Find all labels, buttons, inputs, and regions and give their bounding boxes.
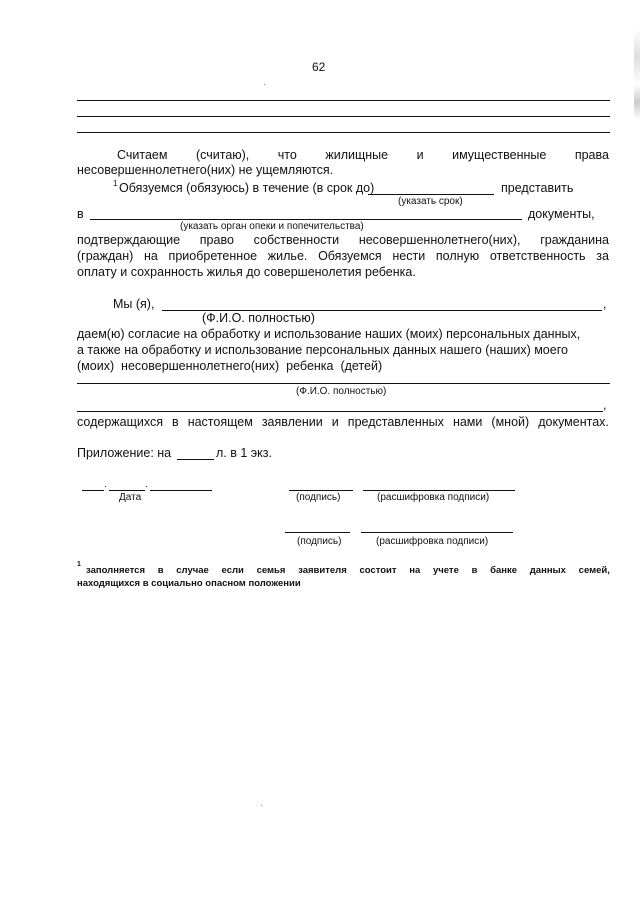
word: (граждан) — [77, 249, 134, 263]
word: и — [416, 148, 424, 162]
date-year-line — [150, 490, 212, 491]
commitment-text: Обязуемся (обязуюсь) в течение (в срок до) — [119, 181, 375, 195]
word: в — [157, 565, 164, 576]
word: (считаю), — [195, 148, 250, 162]
preposition-v: в — [77, 207, 84, 221]
word: несовершеннолетнего(них), — [358, 233, 521, 247]
decoding-line — [361, 532, 513, 533]
word: имущественные — [452, 148, 547, 162]
word: жилищные — [325, 148, 389, 162]
word: в — [172, 415, 179, 429]
p3-line3: а также на обработку и использование персональных данных нашего (наших) моего — [77, 343, 568, 357]
word: состоит — [359, 565, 397, 576]
word: жилье. — [267, 249, 308, 263]
scan-edge-artifact — [634, 30, 640, 120]
word: заявлении — [261, 415, 323, 429]
date-day-line — [82, 490, 104, 491]
child-fio-hint: (Ф.И.О. полностью) — [296, 386, 387, 397]
word: полную — [435, 249, 480, 263]
word: если — [221, 565, 244, 576]
word: нести — [392, 249, 426, 263]
signature-line — [289, 490, 353, 491]
p2-line3 — [77, 233, 609, 247]
provide-word: представить — [501, 181, 574, 195]
child-fio-line-2 — [77, 411, 603, 412]
word: приобретенное — [168, 249, 258, 263]
comma: , — [603, 297, 607, 311]
fio-hint: (Ф.И.О. полностью) — [202, 311, 315, 325]
word: настоящем — [187, 415, 253, 429]
word: (мной) — [491, 415, 530, 429]
word: документах. — [538, 415, 609, 429]
signature-label: (подпись) — [297, 536, 342, 547]
p3-line5 — [77, 415, 609, 429]
attachment-suffix: л. в 1 экз. — [216, 446, 272, 460]
word: представленных — [347, 415, 444, 429]
date-label: Дата — [119, 492, 142, 503]
date-separator: . — [145, 479, 148, 490]
word: на — [144, 249, 158, 263]
authority-line — [90, 219, 522, 220]
scan-speck — [264, 84, 265, 85]
signature-line — [285, 532, 350, 533]
word: в — [471, 565, 478, 576]
footnote-marker: 1 — [113, 179, 118, 188]
p3-line4: (моих) несовершеннолетнего(них) ребенка (детей) — [77, 359, 383, 373]
word: Считаем — [117, 148, 168, 162]
word: заполняется — [86, 565, 146, 576]
word: заявителя — [298, 565, 347, 576]
decoding-line — [363, 490, 515, 491]
word: банке — [490, 565, 518, 576]
blank-line — [77, 100, 610, 101]
documents-word: документы, — [528, 207, 595, 221]
word: нами — [452, 415, 483, 429]
word: на — [409, 565, 421, 576]
word: случае — [176, 565, 209, 576]
deadline-line — [368, 194, 494, 195]
word: за — [596, 249, 609, 263]
footnote-line1 — [86, 565, 610, 576]
word: учете — [432, 565, 459, 576]
signature-label: (подпись) — [296, 492, 341, 503]
word: Обязуемся — [318, 249, 382, 263]
word: семей, — [578, 565, 610, 576]
p2-line5: оплату и сохранность жилья до совершенолетия ребенка. — [77, 265, 416, 279]
deadline-hint: (указать срок) — [398, 196, 463, 207]
date-month-line — [109, 490, 145, 491]
child-fio-line — [77, 383, 610, 384]
word: и — [331, 415, 339, 429]
word: гражданина — [540, 233, 609, 247]
blank-line — [77, 116, 610, 117]
scan-speck — [261, 805, 262, 806]
p1-line1 — [117, 148, 609, 162]
decoding-label: (расшифровка подписи) — [377, 492, 490, 503]
authority-hint: (указать орган опеки и попечительства) — [180, 221, 364, 232]
footnote-marker: 1 — [77, 561, 81, 568]
word: права — [574, 148, 609, 162]
word: данных — [529, 565, 566, 576]
p3-line2: даем(ю) согласие на обработку и использование наших (моих) персональных данных, — [77, 327, 581, 341]
word: собственности — [253, 233, 340, 247]
word: ответственность — [489, 249, 586, 263]
word: подтверждающие — [77, 233, 181, 247]
footnote-line2: находящихся в социально опасном положении — [77, 578, 301, 589]
date-separator: . — [104, 479, 107, 490]
sheets-count-line — [177, 459, 214, 460]
attachment-prefix: Приложение: на — [77, 446, 172, 460]
word: содержащихся — [77, 415, 163, 429]
word: что — [277, 148, 297, 162]
word: право — [199, 233, 234, 247]
decoding-label: (расшифровка подписи) — [376, 536, 489, 547]
comma: , — [603, 398, 607, 412]
we-label: Мы (я), — [113, 297, 155, 311]
blank-line — [77, 132, 610, 133]
p1-line2: несовершеннолетнего(них) не ущемляются. — [77, 163, 334, 177]
page-number: 62 — [312, 60, 326, 74]
p2-line4 — [77, 249, 609, 263]
word: семья — [256, 565, 286, 576]
